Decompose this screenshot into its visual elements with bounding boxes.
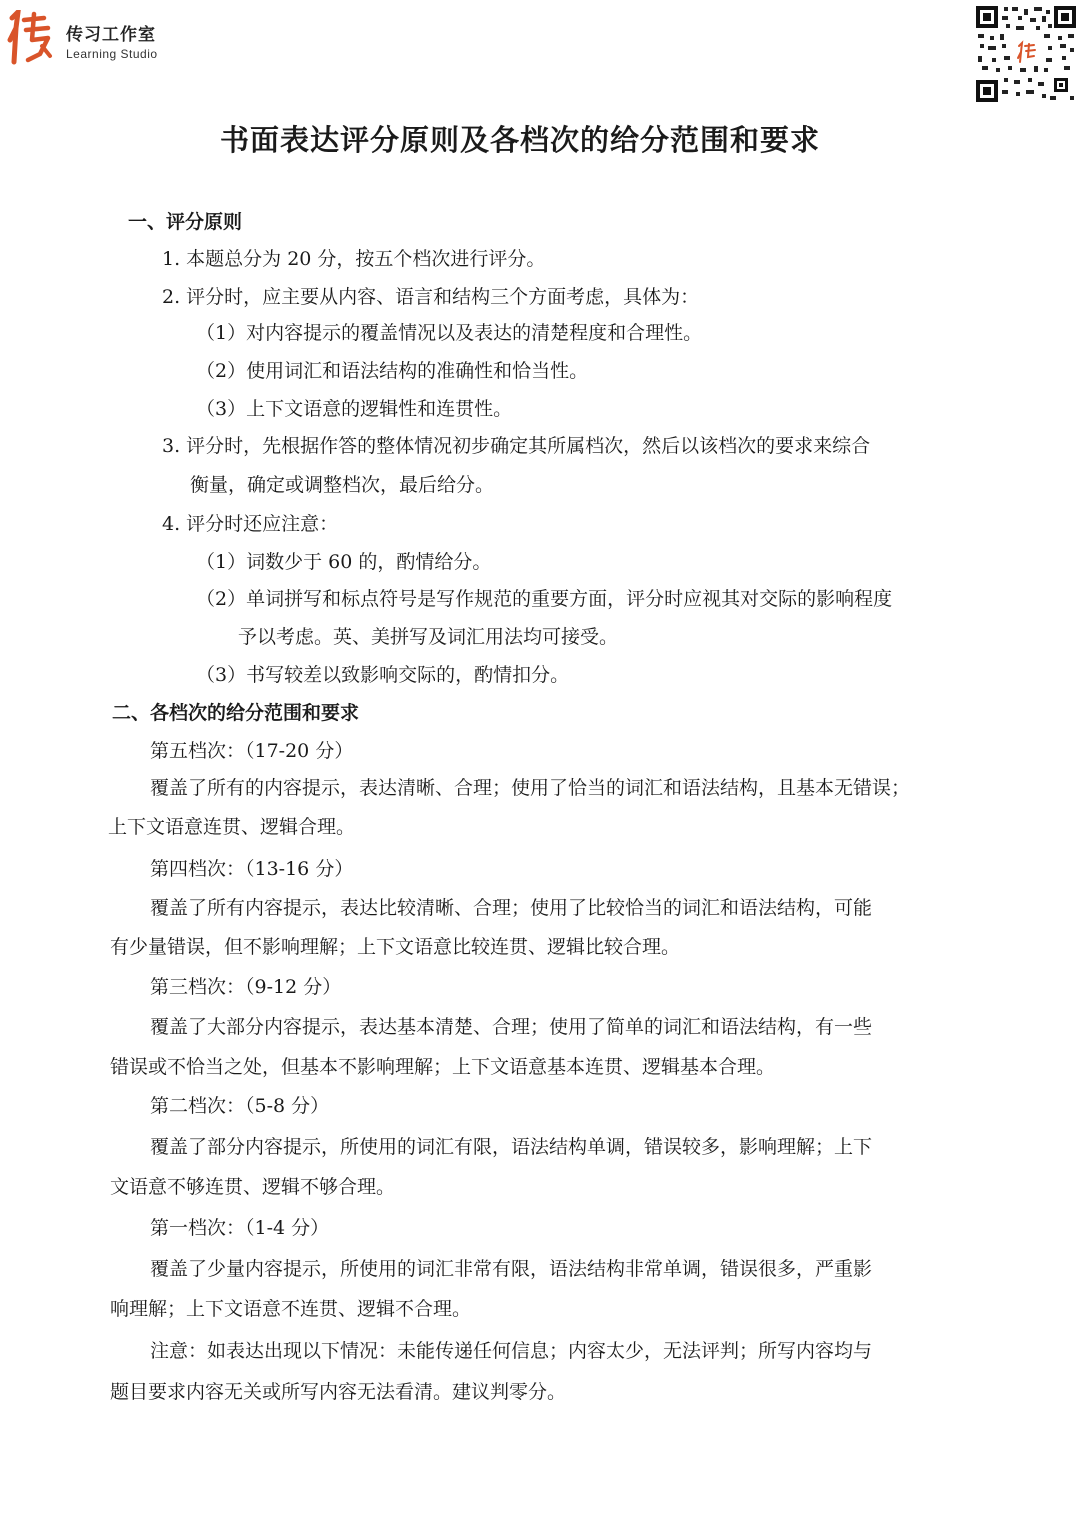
grade-2-desc-line-2: 文语意不够连贯、逻辑不够合理。: [110, 1176, 396, 1198]
principle-1: 1. 本题总分为 20 分，按五个档次进行评分。: [162, 248, 546, 270]
principle-2-item-1: （1）对内容提示的覆盖情况以及表达的清楚程度和合理性。: [196, 322, 703, 344]
principle-2: 2. 评分时，应主要从内容、语言和结构三个方面考虑，具体为：: [162, 286, 700, 308]
principle-2-item-3: （3）上下文语意的逻辑性和连贯性。: [196, 398, 513, 420]
principle-4-item-1: （1）词数少于 60 的，酌情给分。: [196, 551, 492, 573]
principle-2-item-2: （2）使用词汇和语法结构的准确性和恰当性。: [196, 360, 589, 382]
grade-5-desc-line-2: 上下文语意连贯、逻辑合理。: [108, 816, 356, 838]
principle-4-item-2-line-1: （2）单词拼写和标点符号是写作规范的重要方面，评分时应视其对交际的影响程度: [196, 588, 893, 610]
grade-1-desc-line-1: 覆盖了少量内容提示，所使用的词汇非常有限，语法结构非常单调，错误很多，严重影: [150, 1258, 873, 1280]
grade-2-desc-line-1: 覆盖了部分内容提示，所使用的词汇有限，语法结构单调，错误较多，影响理解；上下: [150, 1136, 873, 1158]
page-title: 书面表达评分原则及各档次的给分范围和要求: [219, 123, 820, 157]
grade-2-label: 第二档次：（5-8 分）: [150, 1095, 330, 1117]
grade-4-desc-line-2: 有少量错误，但不影响理解；上下文语意比较连贯、逻辑比较合理。: [110, 936, 681, 958]
grade-3-desc-line-2: 错误或不恰当之处，但基本不影响理解；上下文语意基本连贯、逻辑基本合理。: [110, 1056, 776, 1078]
grade-3-desc-line-1: 覆盖了大部分内容提示，表达基本清楚、合理；使用了简单的词汇和语法结构，有一些: [150, 1016, 873, 1038]
logo-english-name: Learning Studio: [66, 47, 158, 61]
principle-3-line-2: 衡量，确定或调整档次，最后给分。: [190, 474, 495, 496]
note-line-2: 题目要求内容无关或所写内容无法看清。建议判零分。: [110, 1381, 567, 1403]
principle-4-item-2-line-2: 予以考虑。英、美拼写及词汇用法均可接受。: [238, 626, 619, 648]
principle-4: 4. 评分时还应注意：: [162, 513, 339, 535]
section-heading-principles: 一、评分原则: [128, 211, 243, 233]
principle-3-line-1: 3. 评分时，先根据作答的整体情况初步确定其所属档次，然后以该档次的要求来综合: [162, 435, 871, 457]
note-line-1: 注意：如表达出现以下情况：未能传递任何信息；内容太少，无法评判；所写内容均与: [150, 1340, 873, 1362]
grade-5-label: 第五档次：（17-20 分）: [150, 740, 354, 762]
qr-code-icon: [974, 4, 1078, 104]
grade-5-desc-line-1: 覆盖了所有的内容提示，表达清晰、合理；使用了恰当的词汇和语法结构，且基本无错误；: [150, 777, 911, 799]
studio-logo: [0, 10, 200, 70]
section-heading-grades: 二、各档次的给分范围和要求: [112, 702, 360, 724]
grade-1-label: 第一档次：（1-4 分）: [150, 1217, 330, 1239]
grade-3-label: 第三档次：（9-12 分）: [150, 976, 342, 998]
logo-chinese-name: 传习工作室: [66, 25, 156, 45]
calligraphy-logo-icon: [4, 10, 54, 66]
grade-4-label: 第四档次：（13-16 分）: [150, 858, 354, 880]
principle-4-item-3: （3）书写较差以致影响交际的，酌情扣分。: [196, 664, 570, 686]
grade-1-desc-line-2: 响理解；上下文语意不连贯、逻辑不合理。: [110, 1298, 472, 1320]
grade-4-desc-line-1: 覆盖了所有内容提示，表达比较清晰、合理；使用了比较恰当的词汇和语法结构，可能: [150, 897, 873, 919]
